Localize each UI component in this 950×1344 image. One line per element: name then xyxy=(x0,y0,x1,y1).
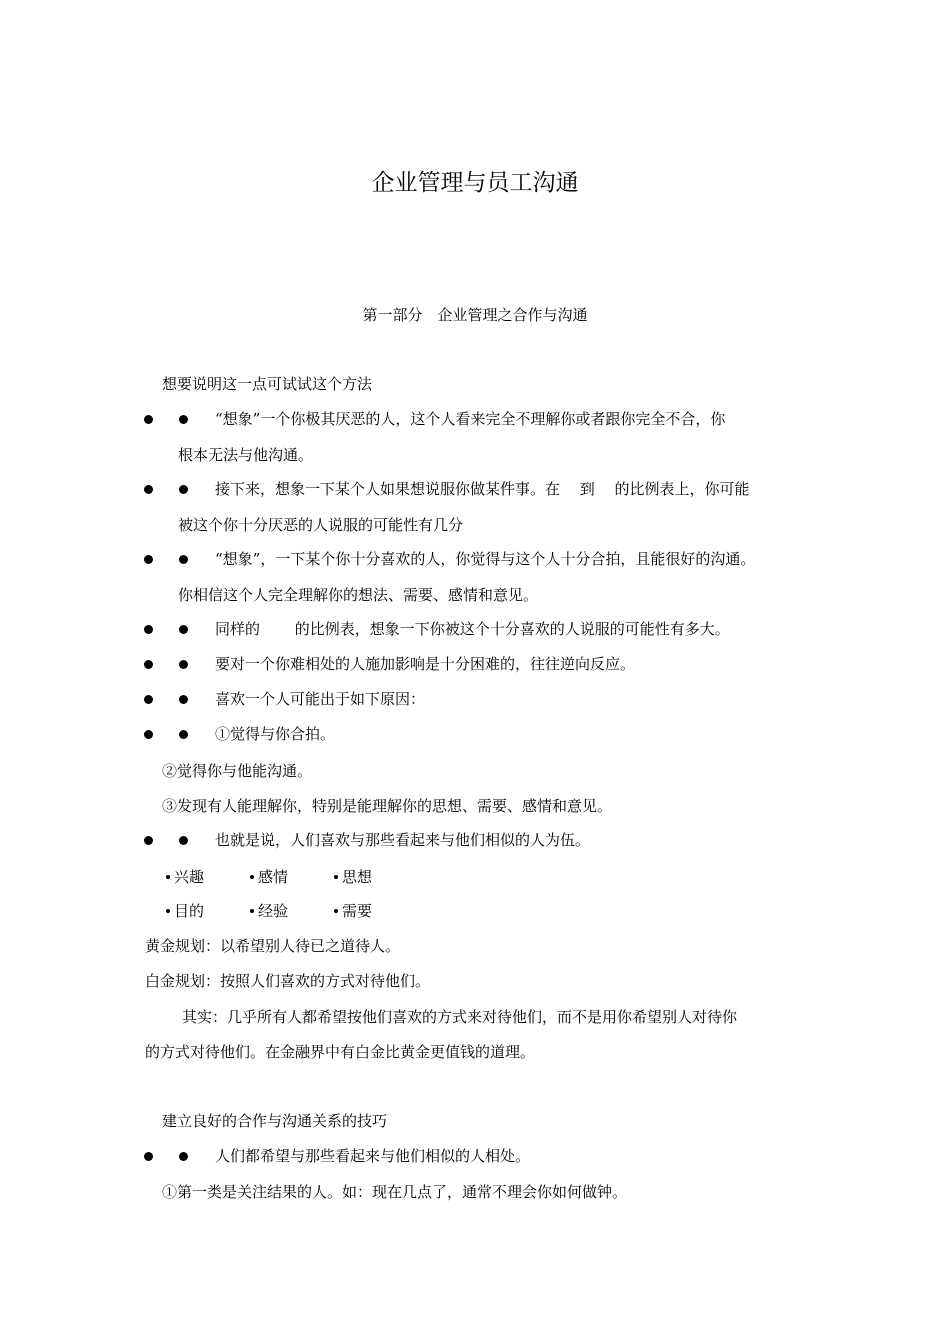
bullet-dot xyxy=(334,875,338,879)
platinum-rule: 白金规划：按照人们喜欢的方式对待他们。 xyxy=(145,972,431,990)
bullet-dot xyxy=(144,836,153,845)
list-item-text: 你相信这个人完全理解你的想法、需要、感情和意见。 xyxy=(178,586,539,604)
bullet-dot xyxy=(250,875,254,879)
bullet-dot xyxy=(179,836,188,845)
trait-item: 兴趣 xyxy=(166,866,204,888)
bullet-dot xyxy=(166,875,170,879)
bullet-dot xyxy=(250,909,254,913)
trait-item: 目的 xyxy=(166,900,204,922)
type-text: ①第一类是关注结果的人。如：现在几点了，通常不理会你如何做钟。 xyxy=(162,1183,628,1201)
bullet-dot xyxy=(144,555,153,564)
list-item-text: 根本无法与他沟通。 xyxy=(178,446,314,464)
document-title: 企业管理与员工沟通 xyxy=(371,170,579,196)
reason-text: ②觉得你与他能沟通。 xyxy=(162,762,313,780)
bullet-dot xyxy=(144,1152,153,1161)
bullet-dot xyxy=(179,555,188,564)
list-item-text: 也就是说，人们喜欢与那些看起来与他们相似的人为伍。 xyxy=(215,831,591,849)
list-item-text: 人们都希望与那些看起来与他们相似的人相处。 xyxy=(215,1147,531,1165)
section-title: 第一部分 企业管理之合作与沟通 xyxy=(362,306,588,324)
trait-item: 感情 xyxy=(250,866,288,888)
list-item-text: 被这个你十分厌恶的人说服的可能性有几分 xyxy=(178,516,464,534)
paragraph-text: 的方式对待他们。在金融界中有白金比黄金更值钱的道理。 xyxy=(145,1043,536,1061)
list-item-text: 要对一个你难相处的人施加影响是十分困难的，往往逆向反应。 xyxy=(215,655,636,673)
bullet-dot xyxy=(179,695,188,704)
bullet-dot xyxy=(179,660,188,669)
bullet-dot xyxy=(144,730,153,739)
bullet-dot xyxy=(144,660,153,669)
trait-item: 思想 xyxy=(334,866,372,888)
bullet-dot xyxy=(179,625,188,634)
bullet-dot xyxy=(179,415,188,424)
trait-item: 经验 xyxy=(250,900,288,922)
bullet-dot xyxy=(179,1152,188,1161)
intro-text: 想要说明这一点可试试这个方法 xyxy=(162,375,373,393)
list-item-text: “想象”，一下某个你十分喜欢的人，你觉得与这个人十分合拍，且能很好的沟通。 xyxy=(215,550,756,568)
subsection-title: 建立良好的合作与沟通关系的技巧 xyxy=(162,1112,388,1130)
list-item-text: ①觉得与你合拍。 xyxy=(215,725,336,743)
paragraph-text: 其实：几乎所有人都希望按他们喜欢的方式来对待他们，而不是用你希望别人对待你 xyxy=(182,1008,738,1026)
bullet-dot xyxy=(179,730,188,739)
list-item-text: 同样的 的比例表，想象一下你被这个十分喜欢的人说服的可能性有多大。 xyxy=(215,620,730,638)
bullet-dot xyxy=(144,415,153,424)
bullet-dot xyxy=(144,625,153,634)
bullet-dot xyxy=(179,485,188,494)
bullet-dot xyxy=(144,485,153,494)
list-item-text: 接下来，想象一下某个人如果想说服你做某件事。在 到 的比例表上，你可能 xyxy=(215,480,750,498)
bullet-dot xyxy=(144,695,153,704)
trait-item: 需要 xyxy=(334,900,372,922)
list-item-text: 喜欢一个人可能出于如下原因： xyxy=(215,690,426,708)
list-item-text: “想象”一个你极其厌恶的人，这个人看来完全不理解你或者跟你完全不合，你 xyxy=(215,410,726,428)
bullet-dot xyxy=(166,909,170,913)
reason-text: ③发现有人能理解你，特别是能理解你的思想、需要、感情和意见。 xyxy=(162,797,613,815)
bullet-dot xyxy=(334,909,338,913)
golden-rule: 黄金规划：以希望别人待已之道待人。 xyxy=(145,937,401,955)
